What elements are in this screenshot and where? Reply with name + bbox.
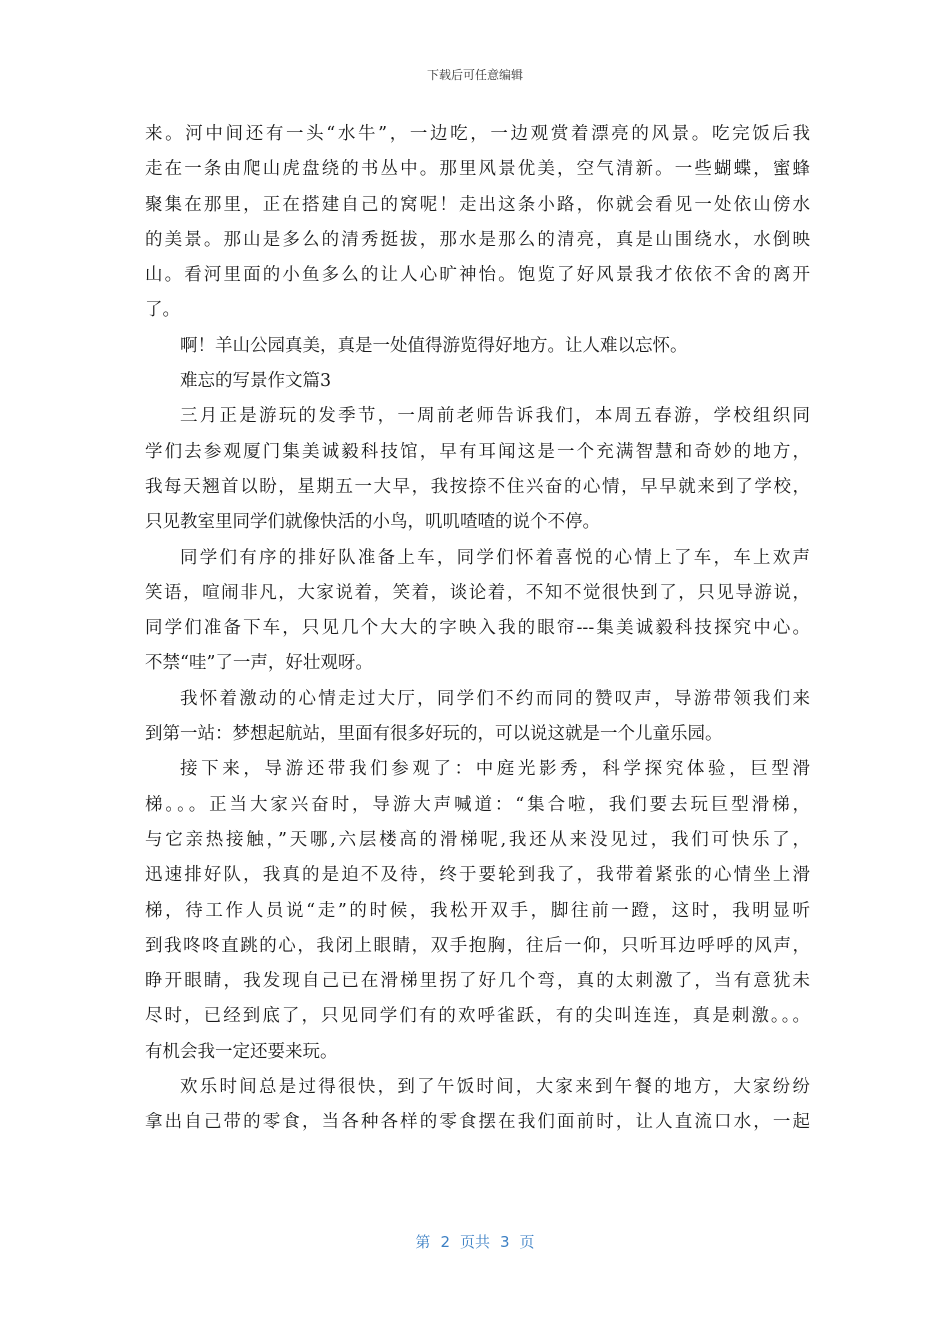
text-line: 我每天翘首以盼，星期五一大早，我按捺不住兴奋的心情，早早就来到了学校， <box>145 476 810 497</box>
text-line: 三月正是游玩的发季节，一周前老师告诉我们，本周五春游，学校组织同 <box>180 406 810 427</box>
text-line: 不禁“哇”了一声，好壮观呀。 <box>145 653 373 674</box>
text-line: 来。河中间还有一头“水牛”，一边吃，一边观赏着漂亮的风景。吃完饭后我 <box>145 124 810 144</box>
text-line: 山。看河里面的小鱼多么的让人心旷神怡。饱览了好风景我才依依不舍的离开 <box>145 265 810 286</box>
text-line: 到我咚咚直跳的心，我闭上眼睛，双手抱胸，往后一仰，只听耳边呼呼的风声， <box>145 935 810 956</box>
text-line: 学们去参观厦门集美诚毅科技馆，早有耳闻这是一个充满智慧和奇妙的地方， <box>145 441 810 462</box>
footer-page-mid: 页共 <box>459 1233 490 1251</box>
text-line: 同学们有序的排好队准备上车，同学们怀着喜悦的心情上了车，车上欢声 <box>180 547 810 568</box>
text-line: 接下来，导游还带我们参观了：中庭光影秀，科学探究体验，巨型滑 <box>180 759 810 780</box>
text-line: 我怀着激动的心情走过大厅，同学们不约而同的赞叹声，导游带领我们来 <box>180 688 810 709</box>
footer-page-label: 第 <box>415 1233 431 1251</box>
text-line: 啊！羊山公园真美，真是一处值得游览得好地方。让人难以忘怀。 <box>180 335 688 356</box>
text-line: 走在一条由爬山虎盘绕的书丛中。那里风景优美，空气清新。一些蝴蝶，蜜蜂 <box>145 159 810 180</box>
text-line: 与它亲热接触，”天哪,六层楼高的滑梯呢,我还从来没见过，我们可快乐了， <box>145 829 810 850</box>
footer-page-number: 2 <box>440 1233 450 1251</box>
section-heading: 难忘的写景作文篇3 <box>180 371 332 392</box>
text-line: 笑语，喧闹非凡，大家说着，笑着，谈论着，不知不觉很快到了，只见导游说， <box>145 582 810 603</box>
footer-page-end: 页 <box>519 1233 535 1251</box>
text-line: 了。 <box>145 300 180 321</box>
text-line: 梯。。。正当大家兴奋时，导游大声喊道：“集合啦，我们要去玩巨型滑梯， <box>145 794 810 815</box>
footer-total-pages: 3 <box>500 1233 510 1251</box>
text-line: 欢乐时间总是过得很快，到了午饭时间，大家来到午餐的地方，大家纷纷 <box>180 1077 810 1098</box>
text-line: 拿出自己带的零食，当各种各样的零食摆在我们面前时，让人直流口水，一起 <box>145 1112 810 1133</box>
text-line: 同学们准备下车，只见几个大大的字映入我的眼帘---集美诚毅科技探究中心。 <box>145 618 810 639</box>
text-line: 到第一站：梦想起航站，里面有很多好玩的，可以说这就是一个儿童乐园。 <box>145 724 723 745</box>
text-line: 梯，待工作人员说“走”的时候，我松开双手，脚往前一蹬，这时，我明显听 <box>145 900 810 921</box>
text-line: 有机会我一定还要来玩。 <box>145 1041 338 1062</box>
text-line: 的美景。那山是多么的清秀挺拔，那水是那么的清亮，真是山围绕水，水倒映 <box>145 229 810 250</box>
page-header: 下载后可任意编辑 <box>426 68 523 82</box>
document-body <box>145 117 810 1141</box>
text-line: 只见教室里同学们就像快活的小鸟，叽叽喳喳的说个不停。 <box>145 512 600 533</box>
text-line: 聚集在那里，正在搭建自己的窝呢！走出这条小路，你就会看见一处依山傍水 <box>145 194 810 215</box>
text-line: 睁开眼睛，我发现自己已在滑梯里拐了好几个弯，真的太刺激了，当有意犹未 <box>145 971 810 992</box>
text-line: 尽时，已经到底了，只见同学们有的欢呼雀跃，有的尖叫连连，真是刺激。。。 <box>145 1006 810 1027</box>
page-footer <box>0 1231 950 1252</box>
text-line: 迅速排好队，我真的是迫不及待，终于要轮到我了，我带着紧张的心情坐上滑 <box>145 865 810 886</box>
